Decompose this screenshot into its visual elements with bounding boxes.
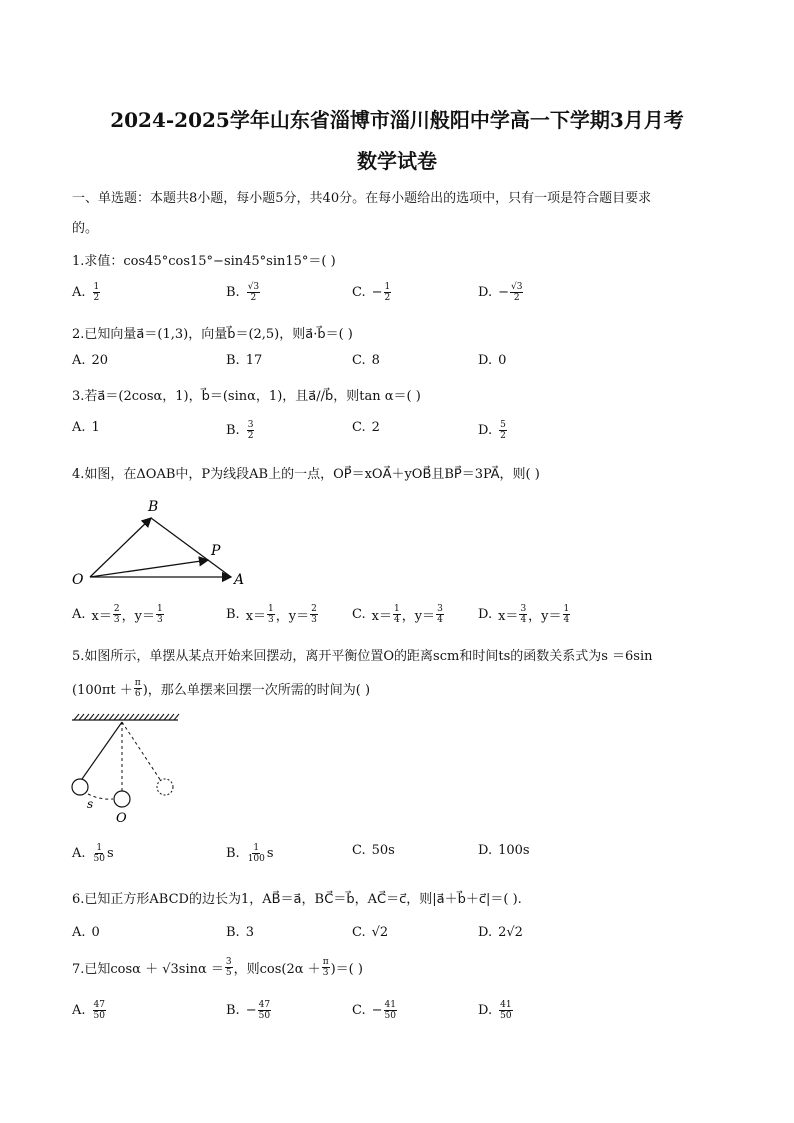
ceiling-hatch — [144, 714, 149, 720]
option-a — [72, 420, 100, 435]
option-label: B. — [226, 423, 240, 438]
option-fraction — [113, 604, 121, 625]
fraction-numerator: 5 — [500, 420, 506, 430]
fraction-denominator: 2 — [500, 431, 506, 441]
option-label: D. — [478, 353, 493, 368]
triangle-figure — [68, 494, 258, 594]
question-6-stem: 6.已知正方形ABCD的边长为1，AB⃗＝a⃗，BC⃗＝b⃗，AC⃗＝c⃗，则|a⃗＋b⃗＋c⃗|＝( ). — [72, 892, 522, 907]
option-label: B. — [226, 1003, 240, 1018]
option-label: D. — [478, 1003, 493, 1018]
option-fraction — [393, 604, 401, 625]
question-7-stem-pre: 7.已知cosα ＋ √3sinα ＝ — [72, 962, 224, 977]
option-value: 17 — [245, 353, 263, 368]
option-value: 8 — [371, 353, 380, 368]
ceiling-hatch — [89, 714, 94, 720]
fraction-numerator: √3 — [511, 282, 523, 292]
option-c — [352, 420, 380, 435]
question-4-options — [72, 604, 732, 632]
option-label: B. — [226, 285, 240, 300]
fraction-numerator: 41 — [384, 1000, 396, 1010]
fraction-denominator: 3 — [156, 615, 163, 625]
option-label: B. — [226, 846, 240, 861]
option-label: D. — [478, 423, 493, 438]
ceiling-hatch — [84, 714, 89, 720]
fraction-denominator: 3 — [311, 615, 317, 625]
fraction-numerator: 41 — [500, 1000, 512, 1010]
ceiling-hatch — [169, 714, 174, 720]
option-fraction — [93, 843, 106, 864]
option-value: 0 — [91, 925, 100, 940]
question-4-stem: 4.如图，在ΔOAB中，P为线段AB上的一点，OP⃗＝xOA⃗＋yOB⃗且BP⃗＝3PA⃗，则( ) — [72, 467, 540, 482]
fraction-denominator: 6 — [134, 689, 141, 699]
option-label: C. — [352, 285, 366, 300]
swing-line — [122, 722, 161, 781]
option-b — [226, 604, 319, 625]
option-fraction — [93, 1000, 106, 1021]
fraction-numerator: 1 — [156, 604, 163, 614]
question-7-stem-post: )＝( ) — [330, 962, 363, 977]
option-b — [226, 925, 254, 940]
fraction-numerator: 1 — [563, 604, 570, 614]
question-1-options — [72, 282, 732, 310]
option-value: 3 — [245, 925, 254, 940]
exam-title: 2024-2025学年山东省淄博市淄川般阳中学高一下学期3月月考 — [110, 108, 684, 132]
fraction-denominator: 4 — [437, 615, 443, 625]
pendulum-figure — [66, 712, 186, 827]
option-a — [72, 925, 100, 940]
option-value: − — [371, 1003, 383, 1018]
fraction-denominator: 50 — [258, 1011, 271, 1021]
fraction-denominator: 5 — [225, 968, 232, 978]
option-a — [72, 604, 165, 625]
option-label: C. — [352, 843, 366, 858]
fraction-denominator: 50 — [93, 854, 105, 864]
fraction-denominator: 100 — [247, 854, 265, 864]
question-6-options — [72, 925, 732, 953]
option-fraction — [563, 604, 571, 625]
option-text: x＝ — [245, 609, 267, 624]
label-O-pendulum: O — [116, 811, 127, 826]
fraction-denominator: 2 — [247, 431, 254, 441]
option-value: 50s — [371, 843, 395, 858]
label-P: P — [211, 543, 221, 559]
option-fraction — [384, 282, 392, 303]
option-c — [352, 925, 388, 940]
option-text: ，y＝ — [401, 609, 436, 624]
fraction-numerator: 47 — [258, 1000, 271, 1010]
ceiling-hatch — [159, 714, 164, 720]
label-O: O — [72, 572, 84, 588]
ceiling-hatch — [94, 714, 99, 720]
swing-bob — [157, 779, 173, 795]
fraction-numerator: 3 — [225, 957, 232, 967]
option-fraction — [93, 282, 101, 303]
ceiling-hatch — [129, 714, 134, 720]
option-fraction — [510, 282, 523, 303]
option-text: x＝ — [498, 609, 519, 624]
ceiling-hatch — [149, 714, 154, 720]
option-value: √2 — [371, 925, 389, 940]
ceiling-hatch — [134, 714, 139, 720]
option-b — [226, 843, 274, 864]
ceiling-hatch — [119, 714, 124, 720]
option-label: A. — [72, 285, 86, 300]
option-label: C. — [352, 925, 366, 940]
fraction-numerator: 1 — [93, 282, 100, 292]
option-d — [478, 604, 571, 625]
pendulum-bob — [72, 779, 88, 795]
label-A: A — [234, 572, 245, 588]
fraction-denominator: 50 — [500, 1011, 512, 1021]
option-label: A. — [72, 846, 86, 861]
option-value: 2√2 — [498, 925, 523, 940]
option-b — [226, 420, 255, 441]
question-5-stem: 5.如图所示，单摆从某点开始来回摆动，离开平衡位置O的距离scm和时间ts的函数关系式为s ＝6sin — [72, 649, 653, 664]
ceiling-hatch — [124, 714, 129, 720]
option-d — [478, 1000, 514, 1021]
fraction-numerator: √3 — [247, 282, 260, 292]
fraction-numerator: π — [134, 678, 141, 688]
fraction-numerator: 1 — [268, 604, 274, 614]
option-text: ，y＝ — [275, 609, 310, 624]
equilibrium-bob — [114, 791, 130, 807]
ceiling-hatch — [109, 714, 114, 720]
exam-subtitle: 数学试卷 — [357, 149, 437, 173]
option-value: 20 — [91, 353, 109, 368]
option-value: 100s — [498, 843, 530, 858]
question-7-options — [72, 1000, 732, 1028]
option-value: 1 — [91, 420, 100, 435]
option-fraction — [247, 843, 266, 864]
ceiling-hatch — [139, 714, 144, 720]
fraction-numerator: 2 — [113, 604, 120, 614]
option-label: D. — [478, 607, 493, 622]
option-label: C. — [352, 607, 366, 622]
option-d — [478, 843, 530, 858]
question-3-stem: 3.若a⃗＝(2cosα，1)，b⃗＝(sinα，1)，且a⃗//b⃗，则tan α＝( ) — [72, 389, 421, 404]
ceiling-hatch — [174, 714, 179, 720]
fraction-denominator: 50 — [93, 1011, 105, 1021]
option-label: C. — [352, 420, 366, 435]
option-label: D. — [478, 285, 493, 300]
fraction-numerator: 3 — [247, 420, 254, 430]
fraction-denominator: 4 — [520, 615, 527, 625]
option-label: B. — [226, 607, 240, 622]
fraction-denominator: 4 — [563, 615, 570, 625]
option-a — [72, 843, 114, 864]
question-3-options — [72, 420, 732, 448]
question-2-options — [72, 353, 732, 381]
fraction-denominator: 2 — [384, 293, 391, 303]
option-label: D. — [478, 925, 493, 940]
option-unit: s — [266, 846, 274, 861]
option-c — [352, 604, 445, 625]
fraction-denominator: 2 — [250, 293, 257, 303]
ceiling-hatch — [114, 714, 119, 720]
option-unit: s — [106, 846, 114, 861]
option-text: x＝ — [371, 609, 392, 624]
option-label: C. — [352, 353, 366, 368]
fraction-numerator: 1 — [253, 843, 260, 853]
ceiling-hatch — [104, 714, 109, 720]
option-value: 0 — [498, 353, 507, 368]
option-c — [352, 843, 395, 858]
section-instructions-cont: 的。 — [72, 221, 99, 236]
option-d — [478, 925, 523, 940]
option-fraction — [499, 420, 507, 441]
option-text: ，y＝ — [121, 609, 155, 624]
fraction-denominator: 4 — [393, 615, 400, 625]
option-label: A. — [72, 925, 86, 940]
option-value: − — [245, 1003, 257, 1018]
question-5-stem-cont — [72, 678, 370, 699]
option-fraction — [247, 420, 255, 441]
option-fraction — [519, 604, 527, 625]
segment-OP — [90, 560, 208, 577]
ceiling-hatch — [74, 714, 79, 720]
option-fraction — [436, 604, 444, 625]
fraction-numerator: 3 — [437, 604, 443, 614]
ceiling-hatch — [79, 714, 84, 720]
fraction-numerator: 47 — [93, 1000, 105, 1010]
option-b — [226, 353, 262, 368]
fraction-numerator: 1 — [393, 604, 400, 614]
option-a — [72, 1000, 107, 1021]
question-2-stem: 2.已知向量a⃗＝(1,3)，向量b⃗＝(2,5)，则a⃗·b⃗＝( ) — [72, 327, 353, 342]
fraction-denominator: 50 — [384, 1011, 396, 1021]
option-c — [352, 282, 392, 303]
option-fraction — [247, 282, 260, 303]
option-value: − — [498, 285, 509, 300]
label-B: B — [148, 499, 159, 515]
option-fraction — [267, 604, 275, 625]
question-7-fraction-1 — [225, 957, 233, 978]
option-d — [478, 353, 506, 368]
option-text: ，y＝ — [528, 609, 562, 624]
option-fraction — [384, 1000, 397, 1021]
ceiling-hatch — [164, 714, 169, 720]
question-5-stem-post: )，那么单摆来回摆一次所需的时间为( ) — [142, 683, 371, 698]
question-7-stem-mid: ，则cos(2α ＋ — [233, 962, 321, 977]
option-fraction — [258, 1000, 271, 1021]
fraction-numerator: 1 — [96, 843, 103, 853]
option-fraction — [156, 604, 164, 625]
pendulum-string — [82, 722, 122, 779]
fraction-numerator: 3 — [520, 604, 527, 614]
fraction-denominator: 2 — [513, 293, 520, 303]
fraction-denominator: 3 — [268, 615, 274, 625]
question-5-stem-pre: (100πt ＋ — [72, 683, 133, 698]
segment-OB — [90, 518, 151, 577]
fraction-denominator: 3 — [322, 968, 329, 978]
option-label: A. — [72, 420, 86, 435]
ceiling-hatch — [154, 714, 159, 720]
option-d — [478, 282, 524, 303]
option-b — [226, 1000, 272, 1021]
option-label: C. — [352, 1003, 366, 1018]
option-label: A. — [72, 607, 86, 622]
option-fraction — [499, 1000, 512, 1021]
question-7-stem — [72, 957, 363, 978]
fraction-numerator: 1 — [384, 282, 391, 292]
option-value: − — [371, 285, 383, 300]
option-label: A. — [72, 1003, 86, 1018]
option-text: x＝ — [91, 609, 112, 624]
section-instructions: 一、单选题：本题共8小题，每小题5分，共40分。在每小题给出的选项中，只有一项是符合题目要求 — [72, 191, 652, 206]
option-label: B. — [226, 925, 240, 940]
option-value: 2 — [371, 420, 380, 435]
option-fraction — [310, 604, 318, 625]
option-c — [352, 1000, 398, 1021]
question-1-stem: 1.求值：cos45°cos15°−sin45°sin15°＝( ) — [72, 254, 336, 269]
option-c — [352, 353, 380, 368]
fraction-numerator: 2 — [311, 604, 317, 614]
fraction-numerator: π — [322, 957, 329, 967]
question-5-fraction — [134, 678, 142, 699]
option-a — [72, 353, 108, 368]
option-label: D. — [478, 843, 493, 858]
ceiling-hatch — [99, 714, 104, 720]
option-d — [478, 420, 508, 441]
option-label: A. — [72, 353, 86, 368]
label-s: s — [87, 797, 94, 811]
question-7-fraction-2 — [322, 957, 330, 978]
option-label: B. — [226, 353, 240, 368]
option-a — [72, 282, 101, 303]
question-5-options — [72, 843, 732, 871]
fraction-denominator: 3 — [113, 615, 120, 625]
option-b — [226, 282, 261, 303]
fraction-denominator: 2 — [93, 293, 100, 303]
